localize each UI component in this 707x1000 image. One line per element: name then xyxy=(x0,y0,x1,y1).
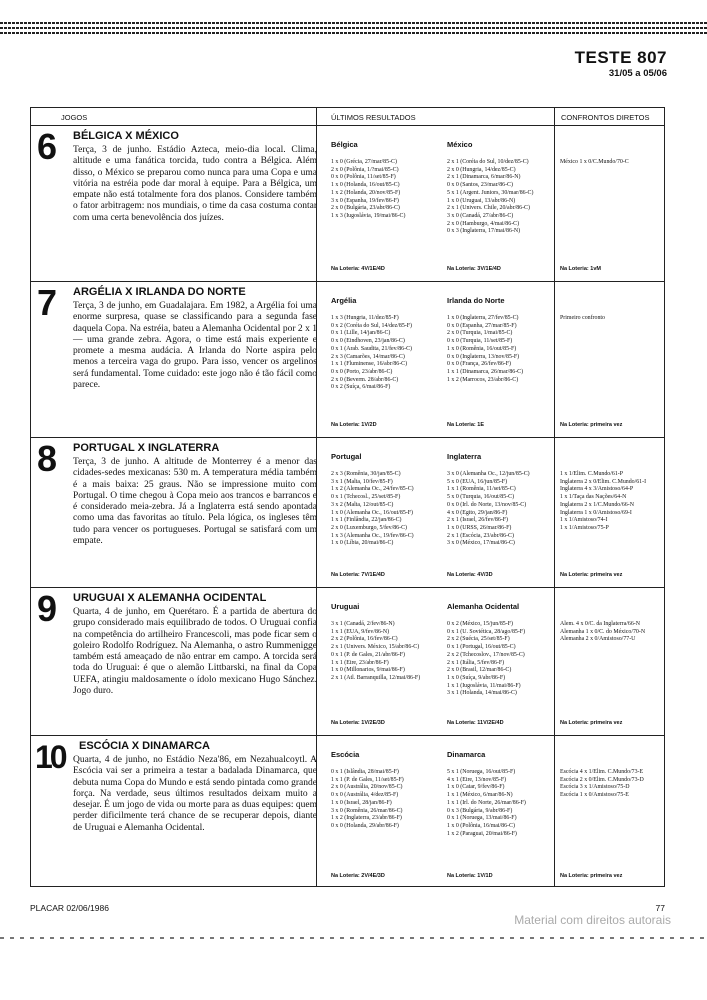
result-line: 0 x 1 (Noruega, 13/mai/86-F) xyxy=(447,815,517,822)
matches-table xyxy=(30,107,665,887)
team2-name: Irlanda do Norte xyxy=(447,296,505,305)
result-line: 3 x 1 (Holanda, 14/mai/86-C) xyxy=(447,690,517,697)
direct-confrontations xyxy=(560,315,605,323)
result-line: 3 x 0 (Canadá, 27/abr/86-C) xyxy=(447,212,514,219)
result-line: 2 x 0 (Austrália, 20/nov/85-C) xyxy=(331,784,403,791)
confrontation-line: Alemanha 1 x 0/C. do México/70-N xyxy=(560,628,646,635)
match-description: Terça, 3 de junho. Estádio Azteca, meio-dia local. Clima, altitude e uma fanática torcida, tudo contra a Bélgica. Além disso, o México se preparou como nunca para uma Copa e uma vitória na estréia pode dar moral à equipe. Para a Bélgica, um empate não está totalmente fora dos planos. Considere também o fator arbitragem: nos mundiais, o time da casa costuma contar com uma certa benevolência dos juízes. xyxy=(73,145,317,223)
confrontation-line: Inglaterra 2 x 1/C.Mundo/66-N xyxy=(560,501,634,508)
result-line: 1 x 3 (Alemanha Oc., 19/fev/86-C) xyxy=(331,532,414,539)
result-line: 1 x 1 (Irl. do Norte, 26/mar/86-F) xyxy=(447,799,526,806)
team1-name: Argélia xyxy=(331,296,357,305)
team1-loteria: Na Loteria: 7V/1E/4D xyxy=(331,572,385,578)
team2-loteria: Na Loteria: 11V/2E/4D xyxy=(447,720,504,726)
match-title: ARGÉLIA X IRLANDA DO NORTE xyxy=(73,286,246,298)
result-line: 1 x 0 (Romênia, 16/out/85-F) xyxy=(447,345,517,352)
result-line: 2 x 1 (Israel, 26/fev/86-F) xyxy=(447,517,509,524)
result-line: 2 x 1 (Itália, 5/fev/86-F) xyxy=(447,659,505,666)
result-line: 0 x 0 (Turquia, 11/set/85-F) xyxy=(447,338,513,345)
result-line: 2 x 1 (Dinamarca, 6/mar/86-N) xyxy=(447,174,521,181)
match-row xyxy=(31,281,664,438)
confrontos-loteria: Na Loteria: primeira vez xyxy=(560,873,623,879)
confrontation-line: 1 x 1/Taça das Nações/64-N xyxy=(560,494,627,501)
result-line: 5 x 0 (EUA, 16/jun/85-F) xyxy=(447,478,508,485)
match-description: Terça, 3 de junho, em Guadalajara. Em 1982, a Argélia foi uma enorme surpresa, quase se classificando para a segunda fase daquela Copa. Na estréia, bateu a Alemanha Ocidental por 2 x 1 — uma grande zebra. Agora, o time está mais experiente e promete a mesma audácia. A Irlanda do Norte aspira pelo menos a terceira vaga do grupo. Para isso, vencer os argelinos será fundamental. Tome cuidado: este jogo não é tão fácil como parece. xyxy=(73,301,317,391)
team1-results xyxy=(331,769,404,831)
result-line: 1 x 1 (Dinamarca, 26/mar/86-C) xyxy=(447,368,524,375)
result-line: 1 x 0 (Millonarios, 9/mai/86-F) xyxy=(331,667,405,674)
team2-name: Dinamarca xyxy=(447,750,486,759)
result-line: 1 x 3 (Hungria, 11/dez/85-F) xyxy=(331,315,399,321)
confrontos-loteria: Na Loteria: primeira vez xyxy=(560,422,623,428)
confrontation-line: Inglaterra 1 x 0/Amistoso/69-I xyxy=(560,509,632,516)
result-line: 1 x 0 (Suíça, 9/abr/86-F) xyxy=(447,674,506,681)
team2-results xyxy=(447,769,526,838)
direct-confrontations xyxy=(560,471,646,533)
result-line: 1 x 3 (Iugoslávia, 19/mai/86-C) xyxy=(331,212,406,219)
direct-confrontations xyxy=(560,769,644,800)
result-line: 4 x 0 (Egito, 29/jan/86-F) xyxy=(447,509,508,516)
result-line: 0 x 1 (Arab. Saudita, 21/fev/86-C) xyxy=(331,345,412,352)
header-confrontos-diretos: CONFRONTOS DIRETOS xyxy=(561,113,650,122)
team1-results xyxy=(331,471,414,548)
result-line: 1 x 0 (URSS, 26/mar/86-F) xyxy=(447,524,512,531)
result-line: 0 x 0 (Eindhoven, 23/jan/86-C) xyxy=(331,338,405,345)
confrontos-loteria: Na Loteria: 1vM xyxy=(560,266,601,272)
match-number: 10 xyxy=(35,739,65,775)
match-number: 6 xyxy=(37,126,56,167)
result-line: 0 x 2 (Suíça, 6/mai/86-F) xyxy=(331,384,391,391)
result-line: 1 x 2 (Holanda, 20/nov/85-F) xyxy=(331,189,401,196)
result-line: 1 x 1 (Finlândia, 22/jan/86-C) xyxy=(331,517,402,524)
result-line: 0 x 1 (Portugal, 16/out/85-C) xyxy=(447,644,516,651)
result-line: 3 x 0 (México, 17/mai/86-C) xyxy=(447,540,515,547)
confrontation-line: Inglaterra 4 x 3/Amistoso/64-P xyxy=(560,486,634,493)
team2-results xyxy=(447,315,523,384)
team2-results xyxy=(447,471,530,548)
result-line: 1 x 2 (Marrocos, 23/abr/86-C) xyxy=(447,376,519,383)
match-number: 7 xyxy=(37,282,56,323)
team2-name: México xyxy=(447,140,473,149)
result-line: 3 x 1 (Malta, 10/fev/85-F) xyxy=(331,478,393,485)
result-line: 1 x 1 (P. de Gales, 11/set/85-F) xyxy=(331,776,404,783)
team1-name: Escócia xyxy=(331,750,360,759)
result-line: 1 x 0 (Holanda, 16/out/85-C) xyxy=(331,182,400,189)
table-header xyxy=(31,108,664,126)
confrontation-line: Escócia 2 x 0/Elim. C.Mundo/73-D xyxy=(560,776,644,783)
top-decorative-bars xyxy=(0,22,707,37)
result-line: 1 x 2 (Inglaterra, 23/abr/86-F) xyxy=(331,815,402,822)
result-line: 1 x 1 (Fluminense, 16/abr/86-C) xyxy=(331,361,408,368)
team2-loteria: Na Loteria: 1E xyxy=(447,422,484,428)
result-line: 1 x 1 (México, 6/mar/86-N) xyxy=(447,792,513,799)
result-line: 1 x 2 (Paraguai, 20/mai/86-F) xyxy=(447,830,517,837)
confrontation-line: Alemanha 2 x 0/Amistoso/77-U xyxy=(560,636,636,643)
result-line: 5 x 1 (Noruega, 16/out/85-F) xyxy=(447,769,516,775)
team1-name: Portugal xyxy=(331,452,362,461)
team2-loteria: Na Loteria: 1V/1D xyxy=(447,873,493,879)
confrontation-line: 1 x 1/Amistoso/75-P xyxy=(560,524,609,531)
result-line: 4 x 1 (Eire, 13/nov/85-F) xyxy=(447,776,507,783)
result-line: 1 x 1 (Iugoslávia, 11/mai/86-F) xyxy=(447,682,521,689)
result-line: 2 x 1 (Escócia, 23/abr/86-C) xyxy=(447,532,514,539)
team2-loteria: Na Loteria: 4V/3D xyxy=(447,572,493,578)
result-line: 1 x 0 (Uruguai, 13/abr/86-N) xyxy=(447,197,516,204)
team1-loteria: Na Loteria: 1V/2E/3D xyxy=(331,720,385,726)
confrontation-line: Escócia 3 x 1/Amistoso/75-D xyxy=(560,784,630,791)
team2-results xyxy=(447,621,525,698)
match-title: BÉLGICA X MÉXICO xyxy=(73,130,179,142)
result-line: 0 x 1 (Lille, 14/jan/86-C) xyxy=(331,330,391,337)
header-ultimos-resultados: ÚLTIMOS RESULTADOS xyxy=(331,113,416,122)
result-line: 0 x 2 (México, 15/jun/85-F) xyxy=(447,621,513,627)
result-line: 0 x 0 (Austrália, 4/dez/85-F) xyxy=(331,792,399,799)
team1-name: Bélgica xyxy=(331,140,358,149)
confrontation-line: Escócia 1 x 0/Amistoso/75-E xyxy=(560,792,629,799)
team1-name: Uruguai xyxy=(331,602,360,611)
result-line: 1 x 0 (Israel, 28/jan/86-F) xyxy=(331,799,392,806)
result-line: 1 x 1 (Romênia, 11/set/85-C) xyxy=(447,486,516,493)
match-description: Terça, 3 de junho. A altitude de Monterrey é a menor das cidades-sedes mexicanas: 530 m. A temperatura média também é a mais baixa: 25 graus. Não se impressione muito com Portugal. O time chegou à Copa meio aos trancos e barrancos e é considerado meia-zebra. Já a Inglaterra está sendo apontada como uma das favoritas ao título. Pela lógica, os ingleses têm tudo para vencer os portugueses. Portugal se satisfará com um empate. xyxy=(73,457,317,547)
confrontation-line: 1 x 1/Elim. C.Mundo/61-P xyxy=(560,471,624,477)
result-line: 0 x 0 (Polônia, 11/set/85-F) xyxy=(331,174,396,181)
result-line: 2 x 1 (Atl. Barranquilla, 12/mai/86-F) xyxy=(331,674,421,681)
match-title: URUGUAI X ALEMANHA OCIDENTAL xyxy=(73,592,267,604)
result-line: 0 x 0 (Inglaterra, 13/nov/85-F) xyxy=(447,353,520,360)
result-line: 2 x 0 (Beverm. 28/abr/86-C) xyxy=(331,376,399,383)
result-line: 0 x 1 (Tchecosl., 25/set/85-F) xyxy=(331,494,401,501)
result-line: 1 x 0 (Catar, 9/fev/86-F) xyxy=(447,784,505,791)
result-line: 1 x 0 (Polônia, 16/mai/86-C) xyxy=(447,822,515,829)
confrontation-line: Primeiro confronto xyxy=(560,315,605,321)
result-line: 2 x 0 (Polônia, 1/?mai/85-C) xyxy=(331,166,399,173)
match-row xyxy=(31,735,664,888)
result-line: 2 x 0 (Luxemburgo, 5/fev/86-C) xyxy=(331,524,407,531)
result-line: 3 x 1 (Canadá, 2/fev/86-N) xyxy=(331,621,395,627)
copyright-watermark: Material com direitos autorais xyxy=(514,913,671,927)
result-line: 2 x 3 (Romênia, 30/jan/85-C) xyxy=(331,471,401,477)
result-line: 2 x 1 (Univers. Chile, 20/abr/86-C) xyxy=(447,205,530,212)
result-line: 2 x 1 (Coréia do Sul, 10/dez/85-C) xyxy=(447,159,529,165)
result-line: 1 x 1 (EUA, 9/fev/86-N) xyxy=(331,628,390,635)
result-line: 0 x 1 (P. de Gales, 21/abr/86-F) xyxy=(331,651,405,658)
team2-loteria: Na Loteria: 3V/1E/4D xyxy=(447,266,501,272)
confrontation-line: Escócia 4 x 1/Elim. C.Mundo/73-E xyxy=(560,769,644,775)
result-line: 1 x 2 (Alemanha Oc., 24/fev/85-C) xyxy=(331,486,414,493)
result-line: 0 x 3 (Inglaterra, 17/mai/86-N) xyxy=(447,228,521,235)
confrontation-line: 1 x 1/Amistoso/74-I xyxy=(560,517,608,524)
result-line: 0 x 3 (Bulgária, 9/abr/86-F) xyxy=(447,807,513,814)
result-line: 2 x 1 (Univers. México, 15/abr/86-C) xyxy=(331,644,420,651)
result-line: 2 x 2 (Tchecoslov., 17/nov/85-C) xyxy=(447,651,525,658)
result-line: 2 x 0 (Turquia, 1/mai/85-C) xyxy=(447,330,513,337)
result-line: 0 x 1 (Islândia, 28/mai/85-F) xyxy=(331,769,399,775)
result-line: 2 x 0 (Hamburgo, 4/mai/86-C) xyxy=(447,220,520,227)
match-title: PORTUGAL X INGLATERRA xyxy=(73,442,220,454)
team1-results xyxy=(331,315,412,392)
match-description: Quarta, 4 de junho, no Estádio Neza'86, em Nezahualcoytl. A Escócia vai ser a primeira a testar a badalada Dinamarca, que debuta numa Copa do Mundo e está sendo pintada como grande força. Na verdade, seus últimos resultados deixam muito a desejar. É um jogo de vida ou morte para as duas equipes: quem perder dificilmente terá chance de se recuperar depois, diante de Uruguai e Alemanha Ocidental. xyxy=(73,755,317,833)
page-title: TESTE 807 xyxy=(574,48,667,67)
team1-loteria: Na Loteria: 1V/2D xyxy=(331,422,377,428)
result-line: 1 x 0 (Líbia, 20/mai/86-C) xyxy=(331,540,394,547)
match-description: Quarta, 4 de junho, em Querétaro. É a partida de abertura do grupo considerado mais equilibrado de todos. O Uruguai confia na competência do artilheiro Francescoli, mas pode ficar sem o goleiro Rodolfo Rodríguez. Na Alemanha, o astro Rummenigge também está ameaçado de não entrar em campo. A torcida será toda do Uruguai: é que o alemão Littbarski, na final da Copa UEFA, atingiu maldosamente o ídolo mexicano Hugo Sánchez. Jogo duro. xyxy=(73,607,317,697)
result-line: 1 x 0 (Alemanha Oc., 16/out/85-F) xyxy=(331,509,413,516)
result-line: 3 x 0 (Espanha, 19/fev/86-F) xyxy=(331,197,399,204)
result-line: 2 x 0 (Hungria, 14/dez/85-C) xyxy=(447,166,516,173)
result-line: 1 x 0 (Grécia, 27/mar/85-C) xyxy=(331,159,397,165)
footer-publication: PLACAR 02/06/1986 xyxy=(30,903,109,913)
result-line: 5 x 0 (Turquia, 16/out/85-C) xyxy=(447,494,515,501)
result-line: 3 x 0 (Romênia, 26/mar/86-C) xyxy=(331,807,403,814)
result-line: 0 x 0 (Holanda, 29/abr/86-F) xyxy=(331,822,399,829)
team1-loteria: Na Loteria: 2V/4E/3D xyxy=(331,873,385,879)
result-line: 2 x 2 (Suécia, 25/set/85-F) xyxy=(447,636,510,643)
result-line: 0 x 0 (Espanha, 27/mar/85-F) xyxy=(447,322,517,329)
result-line: 0 x 0 (Irl. do Norte, 13/nov/85-C) xyxy=(447,501,527,508)
confrontation-line: Alem. 4 x 0/C. da Inglaterra/66-N xyxy=(560,621,640,627)
confrontos-loteria: Na Loteria: primeira vez xyxy=(560,572,623,578)
result-line: 2 x 2 (Polônia, 16/fev/86-C) xyxy=(331,636,398,643)
date-range: 31/05 a 05/06 xyxy=(608,68,667,79)
confrontos-loteria: Na Loteria: primeira vez xyxy=(560,720,623,726)
match-row xyxy=(31,587,664,736)
match-row xyxy=(31,437,664,588)
result-line: 3 x 2 (Malta, 12/out/85-C) xyxy=(331,501,394,508)
bottom-decorative-bar xyxy=(0,937,707,939)
team2-name: Alemanha Ocidental xyxy=(447,602,520,611)
match-number: 8 xyxy=(37,438,56,479)
match-number: 9 xyxy=(37,588,56,629)
direct-confrontations xyxy=(560,621,645,644)
team2-name: Inglaterra xyxy=(447,452,482,461)
result-line: 3 x 0 (Alemanha Oc., 12/jun/85-C) xyxy=(447,471,530,477)
team1-loteria: Na Loteria: 4V/1E/4D xyxy=(331,266,385,272)
result-line: 0 x 1 (U. Soviética, 28/ago/85-F) xyxy=(447,628,526,635)
match-row xyxy=(31,125,664,282)
result-line: 0 x 2 (Coréia do Sul, 14/dez/85-F) xyxy=(331,322,412,329)
result-line: 5 x 1 (Argent. Juniors, 30/mar/86-C) xyxy=(447,189,534,196)
team2-results xyxy=(447,159,533,236)
result-line: 1 x 1 (Eire, 23/abr/86-F) xyxy=(331,659,389,666)
result-line: 2 x 3 (Camarões, 14/mar/86-C) xyxy=(331,353,405,360)
result-line: 0 x 0 (Porto, 23/abr/86-C) xyxy=(331,368,393,375)
team1-results xyxy=(331,159,405,221)
confrontation-line: México 1 x 0/C.Mundo/70-C xyxy=(560,159,629,165)
result-line: 2 x 0 (Brasil, 12/mar/86-C) xyxy=(447,667,512,674)
direct-confrontations xyxy=(560,159,629,167)
team1-results xyxy=(331,621,420,683)
result-line: 0 x 0 (Santos, 23/mar/86-C) xyxy=(447,182,513,189)
header-jogos: JOGOS xyxy=(61,113,88,122)
confrontation-line: Inglaterra 2 x 0/Elim. C.Mundo/61-I xyxy=(560,478,647,485)
match-title: ESCÓCIA X DINAMARCA xyxy=(79,740,210,752)
result-line: 2 x 0 (Bulgária, 23/abr/86-C) xyxy=(331,205,400,212)
result-line: 1 x 0 (Inglaterra, 27/fev/85-C) xyxy=(447,315,519,321)
page-number: 77 xyxy=(655,903,665,913)
result-line: 0 x 0 (França, 26/fev/86-F) xyxy=(447,361,511,368)
